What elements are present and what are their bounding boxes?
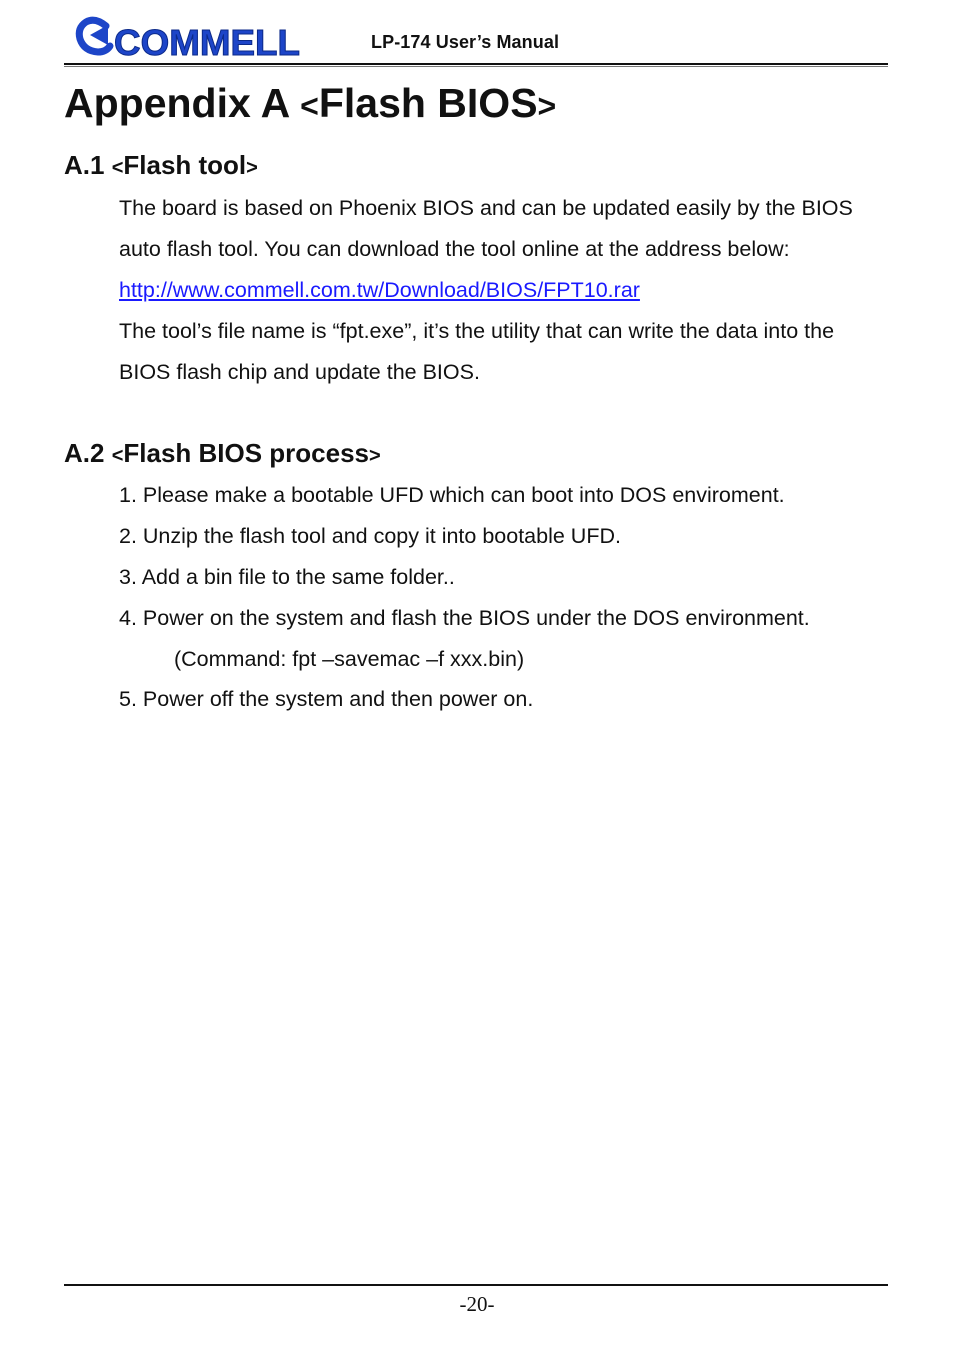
footer-rule [64, 1284, 888, 1286]
header-rule [64, 63, 888, 65]
commell-logo-mark [79, 20, 110, 52]
command-line: (Command: fpt –savemac –f xxx.bin) [174, 647, 525, 671]
section-heading-flash-tool [64, 150, 258, 181]
appendix-prefix: Appendix A [64, 80, 301, 126]
section2-prefix: A.2 [64, 438, 112, 468]
page-number: -20- [459, 1292, 495, 1316]
section1-open-bracket: < [111, 157, 124, 179]
appendix-close-bracket: > [537, 88, 557, 124]
step-item: 3. Add a bin file to the same folder.. [119, 565, 455, 589]
paragraph-line: The tool’s file name is “fpt.exe”, it’s the utility that can write the data into the [119, 319, 835, 343]
commell-logo-text: COMMELL [114, 22, 300, 63]
section1-close-bracket: > [246, 157, 258, 179]
section2-open-bracket: < [111, 445, 124, 467]
header-rule-shadow [64, 66, 888, 67]
paragraph-line: The board is based on Phoenix BIOS and can be updated easily by the BIOS [119, 196, 853, 220]
paragraph-line: auto flash tool. You can download the tool online at the address below: [119, 237, 790, 261]
step-item: 1. Please make a bootable UFD which can boot into DOS enviroment. [119, 483, 785, 507]
step-item: 4. Power on the system and flash the BIOS under the DOS environment. [119, 606, 810, 630]
download-link[interactable]: http://www.commell.com.tw/Download/BIOS/FPT10.rar [119, 278, 640, 302]
paragraph-line: BIOS flash chip and update the BIOS. [119, 360, 480, 384]
appendix-title [64, 80, 556, 127]
appendix-name: Flash BIOS [318, 80, 538, 126]
manual-title: LP-174 User’s Manual [371, 32, 560, 52]
commell-logo [70, 8, 302, 64]
section1-prefix: A.1 [64, 150, 112, 180]
section2-close-bracket: > [369, 445, 381, 467]
appendix-open-bracket: < [300, 88, 319, 124]
section-heading-flash-process [64, 438, 381, 469]
step-item: 5. Power off the system and then power on. [119, 687, 534, 711]
section2-name: Flash BIOS process [123, 438, 370, 468]
section1-name: Flash tool [123, 150, 247, 180]
step-item: 2. Unzip the flash tool and copy it into bootable UFD. [119, 524, 621, 548]
